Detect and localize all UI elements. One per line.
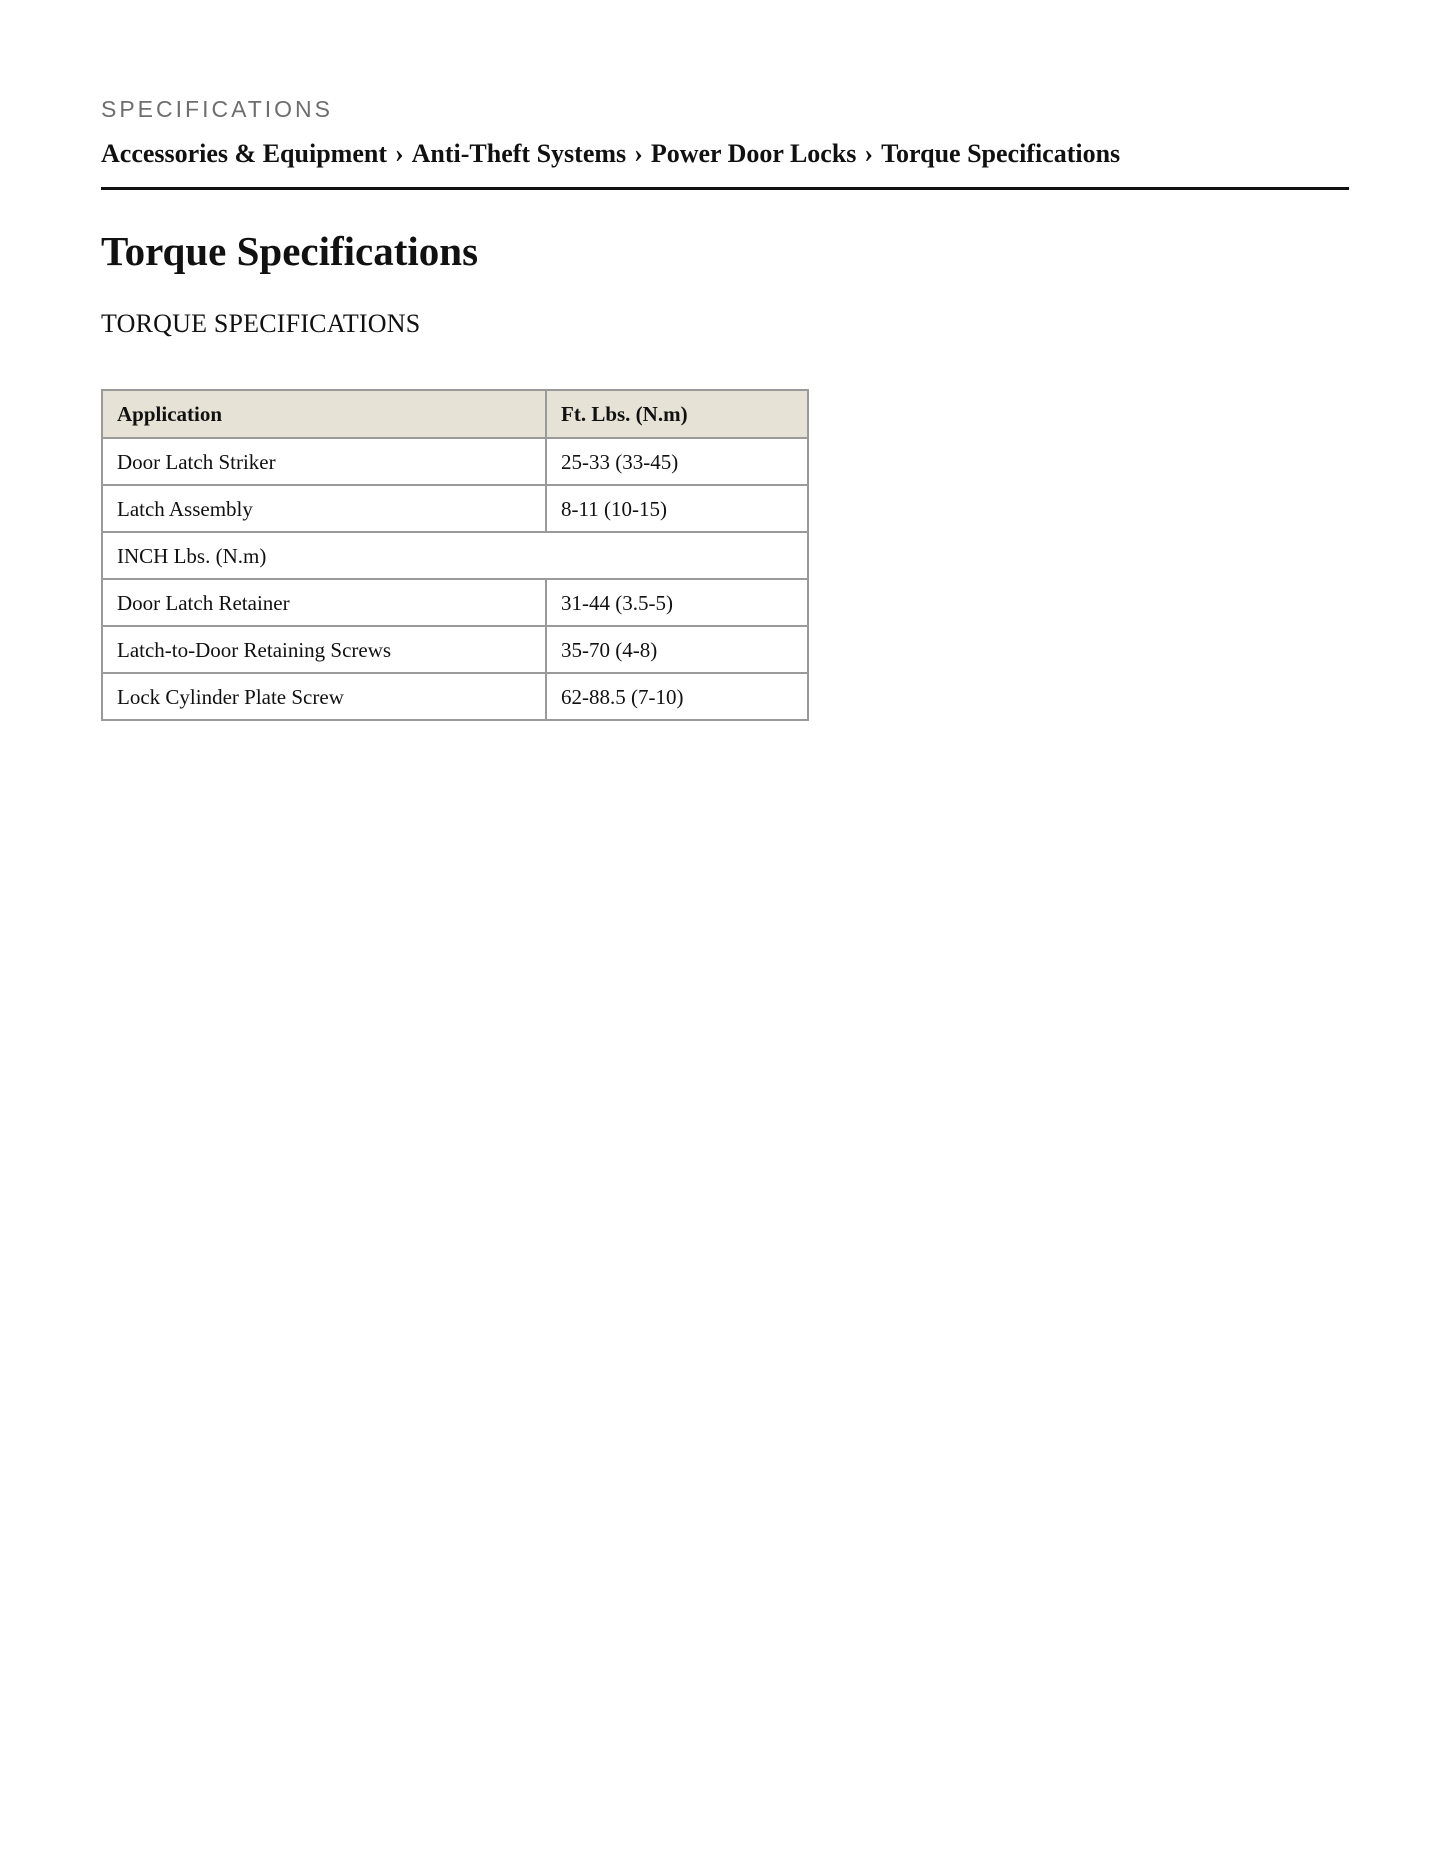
breadcrumb-separator: › (634, 139, 643, 168)
header-divider (101, 187, 1349, 190)
table-row (102, 579, 808, 626)
torque-value-cell: 62-88.5 (7-10) (546, 673, 808, 720)
column-header-ft-lbs: Ft. Lbs. (N.m) (546, 390, 808, 438)
column-header-application: Application (102, 390, 546, 438)
table-header-row (102, 390, 808, 438)
breadcrumb-item-torque-specifications: Torque Specifications (881, 139, 1121, 168)
breadcrumb-item-anti-theft[interactable]: Anti-Theft Systems (411, 139, 627, 168)
application-cell: Latch Assembly (102, 485, 546, 532)
breadcrumb-separator: › (864, 139, 874, 168)
torque-spec-table (101, 389, 809, 721)
table-row (102, 626, 808, 673)
table-row (102, 673, 808, 720)
application-cell: Lock Cylinder Plate Screw (102, 673, 546, 720)
application-cell: Door Latch Striker (102, 438, 546, 485)
breadcrumb (101, 138, 1120, 170)
application-cell: Door Latch Retainer (102, 579, 546, 626)
application-cell: Latch-to-Door Retaining Screws (102, 626, 546, 673)
breadcrumb-item-accessories[interactable]: Accessories & Equipment (101, 139, 387, 168)
table-row (102, 485, 808, 532)
torque-value-cell: 31-44 (3.5-5) (546, 579, 808, 626)
torque-value-cell: 25-33 (33-45) (546, 438, 808, 485)
table-row (102, 438, 808, 485)
page-title: Torque Specifications (101, 228, 479, 274)
breadcrumb-separator: › (394, 139, 404, 168)
torque-value-cell: 8-11 (10-15) (546, 485, 808, 532)
torque-value-cell: 35-70 (4-8) (546, 626, 808, 673)
breadcrumb-item-power-door-locks[interactable]: Power Door Locks (650, 139, 857, 168)
section-label: SPECIFICATIONS (101, 96, 333, 122)
inch-lbs-subheading: INCH Lbs. (N.m) (102, 532, 808, 579)
section-subtitle: TORQUE SPECIFICATIONS (101, 309, 421, 338)
table-subheading-row (102, 532, 808, 579)
